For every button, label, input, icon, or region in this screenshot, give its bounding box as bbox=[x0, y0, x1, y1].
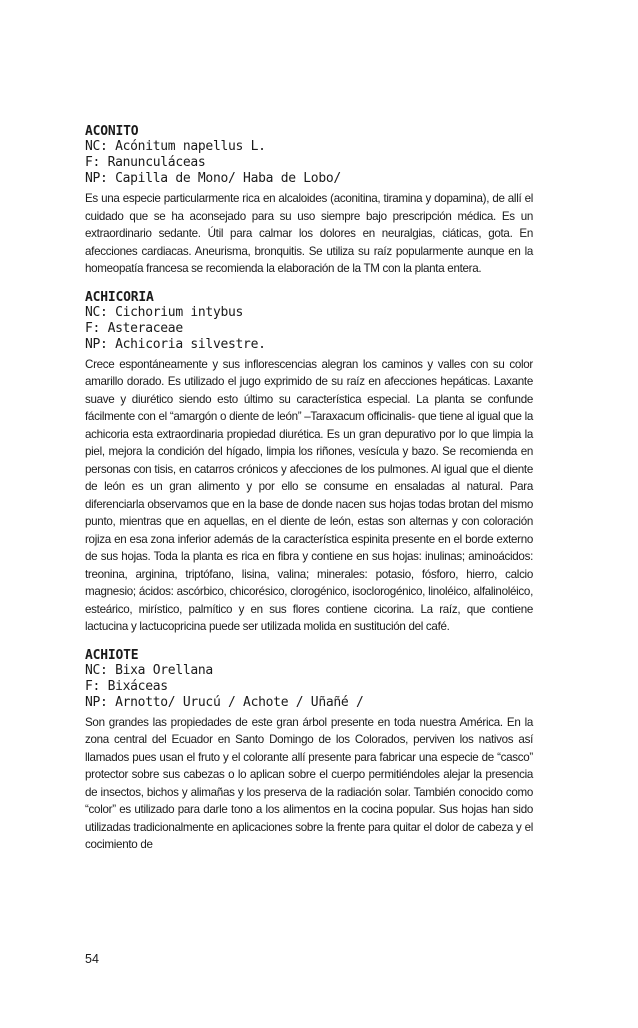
page-number: 54 bbox=[85, 952, 99, 966]
scientific-name: NC: Acónitum napellus L. bbox=[85, 139, 266, 154]
document-page bbox=[85, 124, 533, 866]
entry-title: ACHICORIA bbox=[85, 289, 154, 305]
entry-achiote bbox=[85, 648, 533, 854]
entry-description: Es una especie particularmente rica en alcaloides (aconitina, tiramina y dopamina), de allí el cuidado que se ha aconsejado para su uso siempre bajo prescripción médica. Es un extraordinario sedante. Útil para calmar los dolores en neuralgias, ciáticas, gota. En afecciones cardiacas. Aneurisma, bronquitis. Se utiliza su raíz popularmente aunque en la homeopatía francesa se recomienda la elaboración de la TM con la planta entera. bbox=[85, 192, 533, 275]
family-name: F: Asteraceae bbox=[85, 320, 183, 336]
popular-names: NP: Arnotto/ Urucú / Achote / Uñañé / bbox=[85, 694, 364, 710]
family-name: F: Bixáceas bbox=[85, 678, 168, 694]
entry-description: Crece espontáneamente y sus inflorescencias alegran los caminos y valles con su color amarillo dorado. Es utilizado el jugo exprimido de su raíz en afecciones hepáticas. Laxante suave y diurético siendo esto último su característica especial. La planta se confunde fácilmente con el “amargón o diente de león” –Taraxacum officinalis- que tiene al igual que la achicoria esta extraordinaria propiedad diurética. Es un gran depurativo por lo que limpia la piel, mejora la condición del hígado, limpia los riñones, vesícula y bazo. Se recomienda en personas con tisis, en catarros crónicos y afecciones de los pulmones. Al igual que el diente de león es un gran alimento y por ello se consume en ensaladas al natural. Para diferenciarla observamos que en la base de donde nacen sus hojas todas brotan del mismo punto, mientras que en aquellas, en el diente de león, estas son alternas y con coloración rojiza en esa zona inferior además de la característica espinita presente en el borde externo de sus hojas. Toda la planta es rica en fibra y contiene en sus hojas: inulinas; aminoácidos: treonina, arginina, triptófano, lisina, valina; minerales: potasio, fósforo, hierro, calcio magnesio; ácidos: ascórbico, chicorésico, clorogénico, isoclorogénico, linoléico, alfalinoléico, esteárico, mirístico, palmítico y en sus flores contiene cicorina. La raíz, que contiene lactucina y lactucopricina puede ser utilizada molida en sustitución del café. bbox=[85, 357, 533, 633]
entry-aconito bbox=[85, 124, 533, 278]
entry-title: ACONITO bbox=[85, 124, 139, 139]
scientific-name: NC: Cichorium intybus bbox=[85, 304, 244, 320]
scientific-name: NC: Bixa Orellana bbox=[85, 662, 213, 678]
entry-achicoria bbox=[85, 290, 533, 636]
popular-names: NP: Achicoria silvestre. bbox=[85, 336, 266, 352]
popular-names: NP: Capilla de Mono/ Haba de Lobo/ bbox=[85, 171, 341, 186]
entry-title: ACHIOTE bbox=[85, 647, 139, 663]
family-name: F: Ranunculáceas bbox=[85, 155, 206, 170]
entry-description: Son grandes las propiedades de este gran árbol presente en toda nuestra América. En la zona central del Ecuador en Santo Domingo de los Colorados, perviven los nativos así llamados pues usan el fruto y el colorante allí presente para fabricar una especie de “casco” protector sobre sus cabezas o lo aplican sobre el cuerpo permitiéndoles alejar la presencia de insectos, bichos y alimañas y los preserva de la radiación solar. También conocido como “color” es utilizado para darle tono a los alimentos en la cocina popular. Sus hojas han sido utilizadas tradicionalmente en aplicaciones sobre la frente para quitar el dolor de cabeza y el cocimiento de bbox=[85, 715, 533, 851]
